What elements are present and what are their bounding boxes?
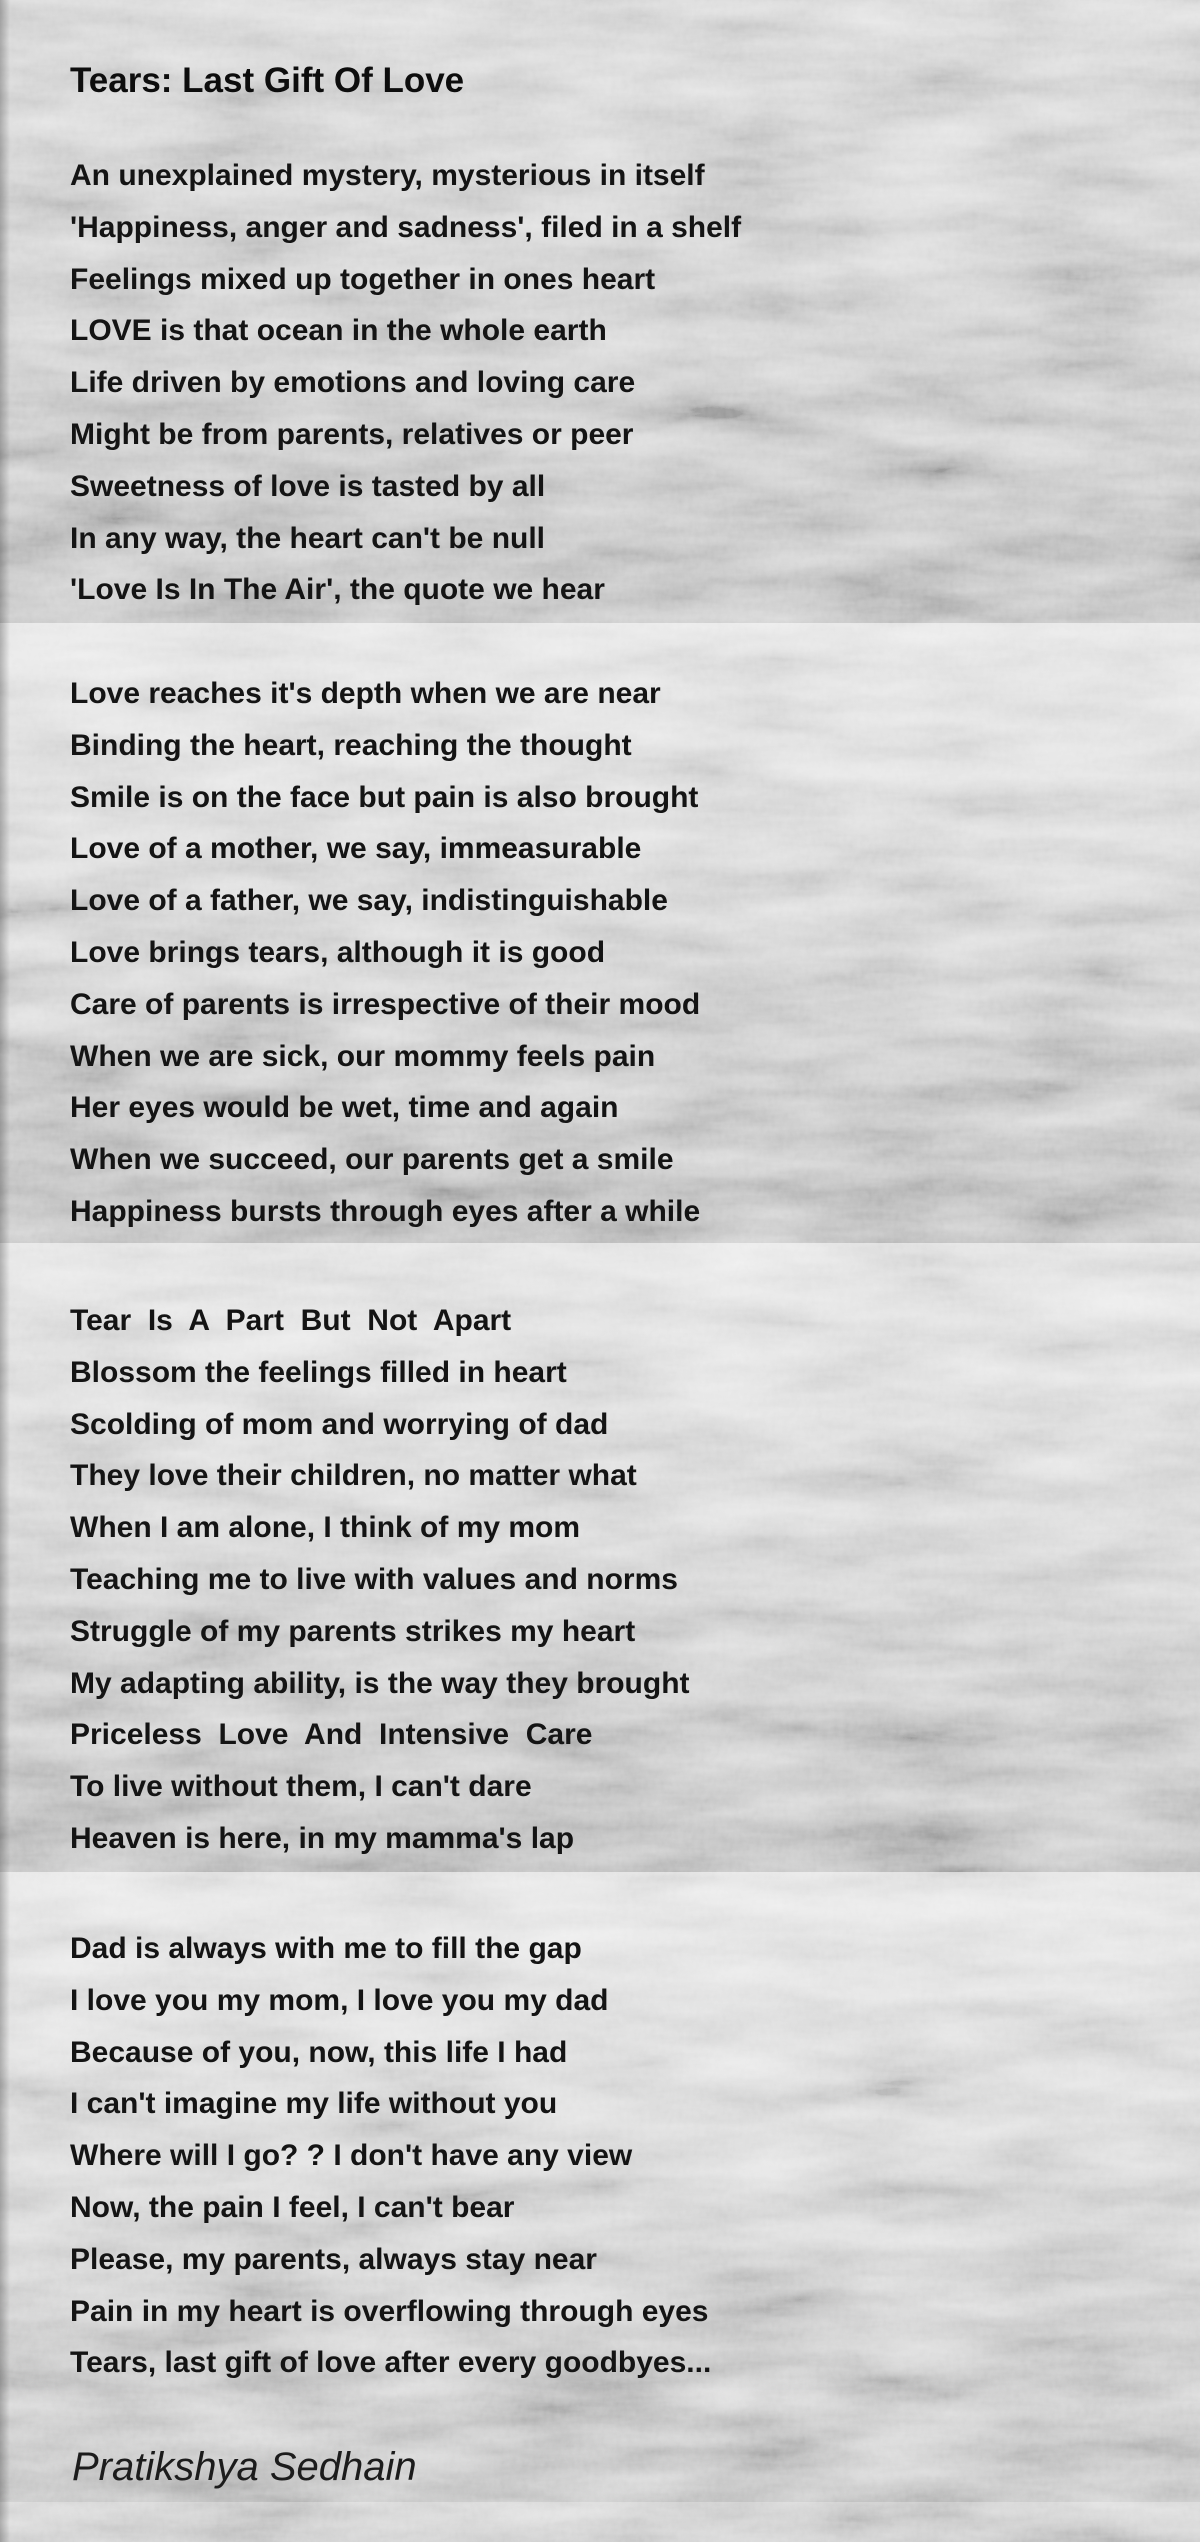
poem-line: Tears, last gift of love after every goodbyes... — [70, 2346, 712, 2380]
stanza-3 — [70, 1295, 690, 1865]
poem-line: In any way, the heart can't be null — [70, 521, 546, 555]
poem-line: Priceless Love And Intensive Care — [70, 1718, 593, 1752]
poem-line: Love brings tears, although it is good — [70, 935, 606, 969]
poem-line: Tear Is A Part But Not Apart — [70, 1304, 512, 1337]
poem-line: Happiness bursts through eyes after a while — [70, 1194, 701, 1228]
poem-line: Life driven by emotions and loving care — [70, 366, 636, 400]
stanza-2 — [70, 668, 700, 1238]
stanza-1 — [70, 150, 741, 616]
poem-line: An unexplained mystery, mysterious in itself — [70, 159, 705, 192]
poem-line: Please, my parents, always stay near — [70, 2242, 597, 2276]
poem-line: Now, the pain I feel, I can't bear — [70, 2190, 515, 2224]
poem-line: Love of a mother, we say, immeasurable — [70, 832, 642, 866]
poem-line: When we succeed, our parents get a smile — [70, 1143, 674, 1177]
poem-line: Love of a father, we say, indistinguishable — [70, 884, 668, 918]
poem-line: 'Happiness, anger and sadness', filed in a shelf — [70, 210, 742, 244]
poem-line: I can't imagine my life without you — [70, 2087, 558, 2121]
poem-line: Binding the heart, reaching the thought — [70, 728, 632, 762]
poem-line: Scolding of mom and worrying of dad — [70, 1407, 609, 1441]
poem-line: To live without them, I can't dare — [70, 1770, 532, 1804]
poem-line: Heaven is here, in my mamma's lap — [70, 1821, 575, 1855]
poem-line: 'Love Is In The Air', the quote we hear — [70, 573, 605, 607]
poem-line: They love their children, no matter what — [70, 1459, 637, 1493]
poem-line: Care of parents is irrespective of their mood — [70, 987, 701, 1021]
poem-line: When I am alone, I think of my mom — [70, 1511, 581, 1545]
poem-line: When we are sick, our mommy feels pain — [70, 1039, 656, 1073]
poem-line: Feelings mixed up together in ones heart — [70, 262, 656, 296]
stanza-4 — [70, 1923, 711, 2389]
poem-line: Love reaches it's depth when we are near — [70, 677, 661, 710]
poem-line: Because of you, now, this life I had — [70, 2035, 568, 2069]
poem-line: LOVE is that ocean in the whole earth — [70, 314, 607, 348]
poem-line: Her eyes would be wet, time and again — [70, 1091, 619, 1125]
poem-line: My adapting ability, is the way they brought — [70, 1666, 690, 1700]
poem-line: Where will I go? ? I don't have any view — [70, 2139, 633, 2173]
poem-author-signature: Pratikshya Sedhain — [72, 2445, 417, 2489]
poem-line: Smile is on the face but pain is also brought — [70, 780, 699, 814]
poem-line: Pain in my heart is overflowing through eyes — [70, 2294, 709, 2328]
left-edge-shadow — [0, 0, 10, 2542]
poem-line: Struggle of my parents strikes my heart — [70, 1614, 636, 1648]
poem-line: Sweetness of love is tasted by all — [70, 469, 546, 503]
poem-line: Teaching me to live with values and norms — [70, 1562, 678, 1596]
poem-line: Might be from parents, relatives or peer — [70, 417, 634, 451]
poem-line: Dad is always with me to fill the gap — [70, 1932, 582, 1965]
poem-line: I love you my mom, I love you my dad — [70, 1983, 609, 2017]
poem-line: Blossom the feelings filled in heart — [70, 1355, 567, 1389]
poem-title: Tears: Last Gift Of Love — [70, 61, 465, 100]
